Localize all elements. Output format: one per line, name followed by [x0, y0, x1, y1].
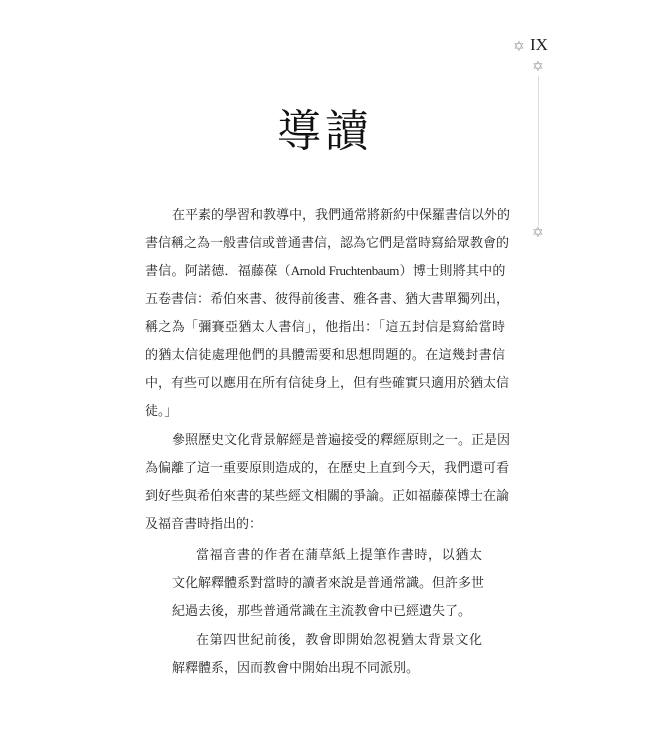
- text-line: 書信。阿諾德．福藤葆（Arnold Fruchtenbaum）博士則將其中的: [145, 263, 505, 278]
- text-line: 徒。」: [145, 403, 178, 418]
- text-line: 到好些與希伯來書的某些經文相關的爭論。正如福藤葆博士在論: [145, 488, 510, 503]
- quote-line: 文化解釋體系對當時的讀者來說是普通常識。但許多世: [172, 575, 485, 590]
- quote-line: 當福音書的作者在蒲草紙上提筆作書時，以猶太: [196, 547, 482, 562]
- star-of-david-icon: ✡: [532, 59, 544, 75]
- page-title: 導讀: [277, 106, 373, 157]
- page-number: IX: [530, 35, 548, 54]
- text-line: 中，有些可以應用在所有信徒身上，但有些確實只適用於猶太信: [145, 375, 510, 390]
- text-line: 及福音書時指出的：: [145, 516, 263, 531]
- margin-rule: [538, 76, 539, 226]
- text-line: 在平素的學習和教導中，我們通常將新約中保羅書信以外的: [172, 207, 511, 222]
- text-line: 參照歷史文化背景解經是普遍接受的釋經原則之一。正是因: [172, 432, 511, 447]
- quote-line: 紀過去後，那些普通常識在主流教會中已經遺失了。: [172, 603, 472, 618]
- text-line: 書信稱之為一般書信或普通書信，認為它們是當時寫給眾教會的: [145, 235, 510, 250]
- text-line: 的猶太信徒處理他們的具體需要和思想問題的。在這幾封書信: [145, 347, 505, 362]
- quote-line: 在第四世紀前後，教會即開始忽視猶太背景文化: [196, 632, 482, 647]
- star-of-david-icon: ✡: [513, 39, 525, 55]
- quote-line: 解釋體系，因而教會中開始出現不同派別。: [172, 660, 420, 675]
- star-of-david-icon: ✡: [532, 225, 544, 241]
- text-line: 五卷書信：希伯來書、彼得前後書、雅各書、猶大書單獨列出，: [145, 291, 510, 306]
- text-line: 為偏離了這一重要原則造成的，在歷史上直到今天，我們還可看: [145, 460, 510, 475]
- text-line: 稱之為「彌賽亞猶太人書信」，他指出：「這五封信是寫給當時: [145, 319, 505, 334]
